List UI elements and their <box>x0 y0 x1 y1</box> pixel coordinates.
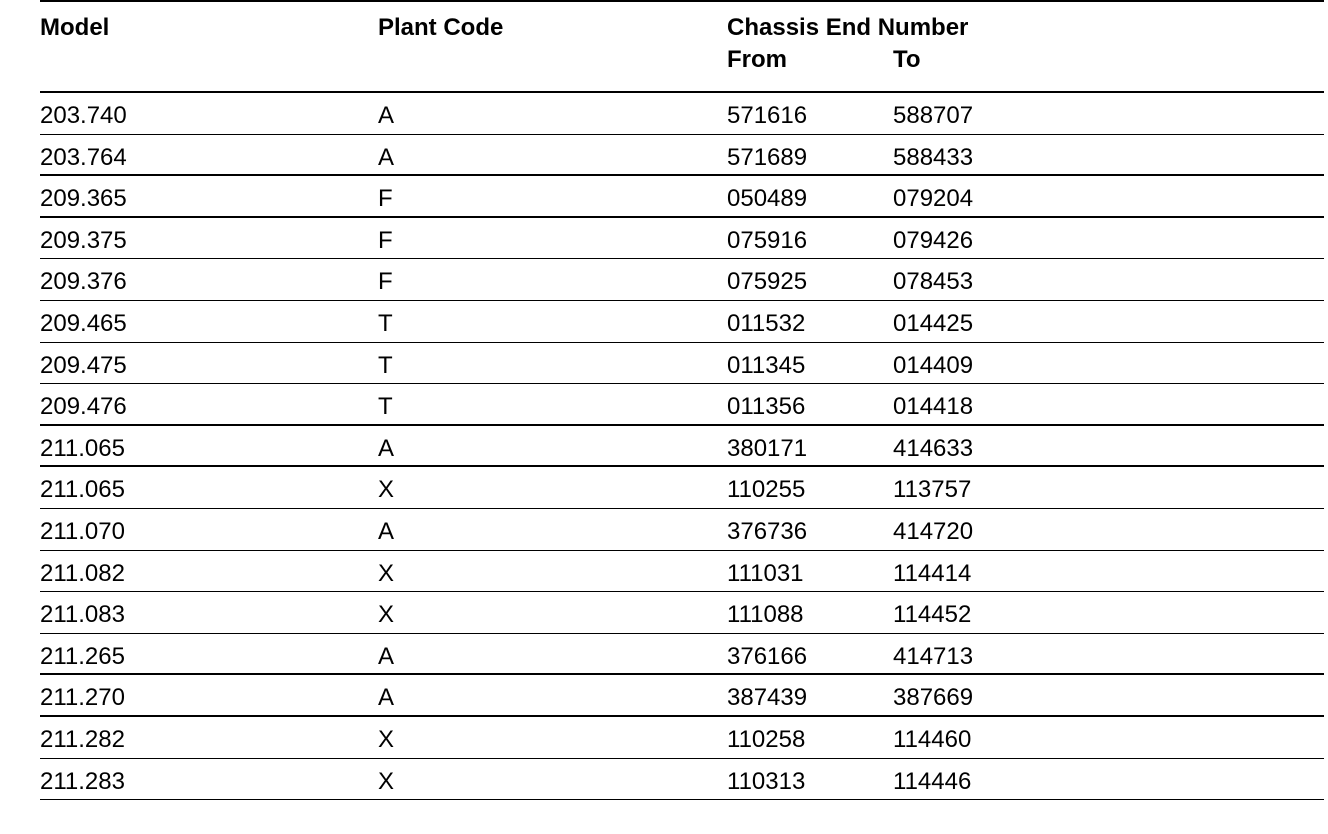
cell-to: 588707 <box>893 102 974 129</box>
cell-plant-code: T <box>378 309 393 337</box>
cell-model: 209.475 <box>40 351 127 379</box>
cell-to: 079426 <box>893 226 974 254</box>
cell-model: 209.465 <box>40 309 127 337</box>
header-plant-code: Plant Code <box>378 14 504 41</box>
table-row <box>0 717 1328 759</box>
cell-plant-code: F <box>378 268 393 296</box>
table-row <box>0 675 1328 717</box>
cell-from: 011345 <box>727 351 806 379</box>
cell-to: 014425 <box>893 309 974 337</box>
cell-plant-code: A <box>378 434 395 462</box>
cell-plant-code: T <box>378 351 393 379</box>
cell-plant-code: A <box>378 102 395 129</box>
cell-from: 075925 <box>727 268 808 296</box>
table-row <box>0 176 1328 218</box>
table-row <box>0 759 1328 801</box>
cell-plant-code: T <box>378 393 393 421</box>
cell-to: 014418 <box>893 393 974 421</box>
cell-to: 114452 <box>893 601 972 629</box>
cell-model: 211.065 <box>40 434 125 462</box>
cell-from: 110258 <box>727 725 806 753</box>
cell-model: 211.070 <box>40 517 125 545</box>
cell-to: 079204 <box>893 185 974 213</box>
cell-plant-code: X <box>378 559 395 587</box>
cell-to: 114414 <box>893 559 972 587</box>
cell-model: 209.376 <box>40 268 127 296</box>
cell-from: 376166 <box>727 642 808 670</box>
table-body <box>0 93 1328 800</box>
cell-plant-code: A <box>378 143 395 171</box>
cell-plant-code: A <box>378 517 395 545</box>
cell-to: 113757 <box>893 476 972 504</box>
cell-plant-code: X <box>378 767 395 795</box>
table-row <box>0 93 1328 135</box>
cell-plant-code: X <box>378 476 395 504</box>
cell-from: 075916 <box>727 226 808 254</box>
cell-plant-code: F <box>378 226 393 254</box>
header-model: Model <box>40 14 110 41</box>
cell-from: 111031 <box>727 559 804 587</box>
cell-from: 050489 <box>727 185 808 213</box>
cell-to: 114446 <box>893 767 972 795</box>
cell-to: 078453 <box>893 268 974 296</box>
cell-model: 203.764 <box>40 143 127 171</box>
table-row <box>0 301 1328 343</box>
cell-to: 414720 <box>893 517 974 545</box>
cell-to: 114460 <box>893 725 972 753</box>
cell-model: 211.282 <box>40 725 125 753</box>
table-row <box>0 467 1328 509</box>
table-row <box>0 551 1328 593</box>
cell-model: 211.083 <box>40 601 125 629</box>
table-row <box>0 384 1328 426</box>
header-chassis-end-number: Chassis End Number <box>727 14 969 41</box>
header-to: To <box>893 46 921 73</box>
cell-from: 011532 <box>727 309 806 337</box>
header-from: From <box>727 46 787 73</box>
cell-to: 387669 <box>893 684 974 712</box>
row-divider <box>40 799 1324 800</box>
cell-plant-code: X <box>378 601 395 629</box>
cell-model: 203.740 <box>40 102 127 129</box>
cell-to: 014409 <box>893 351 974 379</box>
cell-plant-code: X <box>378 725 395 753</box>
cell-to: 414633 <box>893 434 974 462</box>
cell-model: 211.265 <box>40 642 125 670</box>
cell-from: 376736 <box>727 517 808 545</box>
cell-model: 209.375 <box>40 226 127 254</box>
table-row <box>0 634 1328 676</box>
cell-plant-code: A <box>378 684 395 712</box>
cell-from: 011356 <box>727 393 806 421</box>
cell-from: 387439 <box>727 684 808 712</box>
cell-from: 110313 <box>727 767 806 795</box>
cell-to: 414713 <box>893 642 974 670</box>
table-header <box>0 0 1328 92</box>
cell-model: 211.065 <box>40 476 125 504</box>
cell-model: 211.270 <box>40 684 125 712</box>
cell-model: 211.082 <box>40 559 125 587</box>
table-row <box>0 426 1328 468</box>
cell-to: 588433 <box>893 143 974 171</box>
cell-from: 571689 <box>727 143 808 171</box>
cell-model: 209.365 <box>40 185 127 213</box>
cell-model: 211.283 <box>40 767 125 795</box>
cell-plant-code: F <box>378 185 393 213</box>
table-row <box>0 135 1328 177</box>
table-row <box>0 592 1328 634</box>
table-row <box>0 259 1328 301</box>
table-row <box>0 509 1328 551</box>
cell-plant-code: A <box>378 642 395 670</box>
table-row <box>0 343 1328 385</box>
cell-from: 110255 <box>727 476 806 504</box>
cell-from: 380171 <box>727 434 808 462</box>
cell-from: 111088 <box>727 601 804 629</box>
cell-model: 209.476 <box>40 393 127 421</box>
table-row <box>0 218 1328 260</box>
cell-from: 571616 <box>727 102 808 129</box>
